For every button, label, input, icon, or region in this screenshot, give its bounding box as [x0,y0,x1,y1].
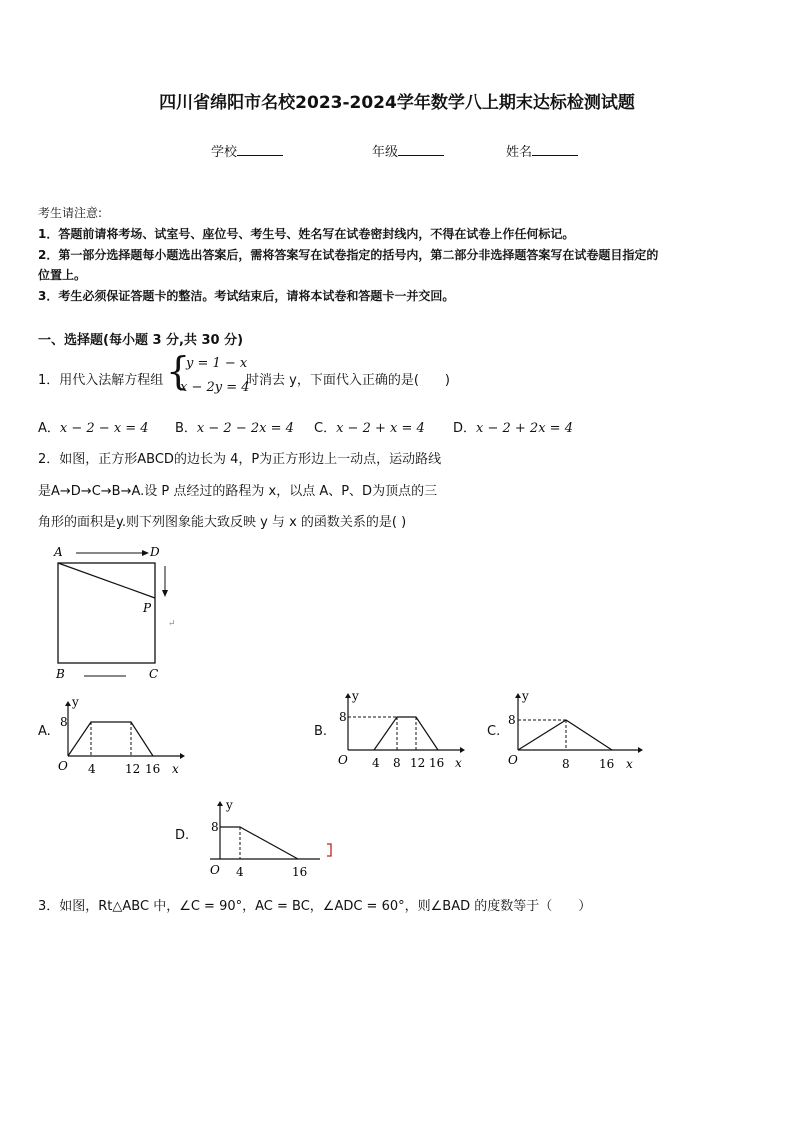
graph-d-curve [220,827,298,859]
q2-option-b-label: B. [314,724,328,739]
label-d: D [150,545,160,559]
graph-d-origin: O [210,863,220,877]
graph-c-y-label: y [522,690,529,703]
school-label: 学校 [211,145,238,160]
notice-item-3: 3．考生必须保证答题卡的整洁。考试结束后，请将本试卷和答题卡一并交回。 [38,289,455,303]
q1-option-a [38,417,149,436]
graph-b-y-tick: 8 [339,710,347,724]
notice-item-2-cont: 位置上。 [38,268,87,282]
arrow-a-to-d-head [142,550,149,556]
graph-d [200,798,340,882]
graph-a-origin: O [58,759,68,773]
graph-a-curve [68,722,153,756]
graph-a-y-label: y [72,696,79,709]
name-label: 姓名 [506,145,533,160]
graph-a-y-tick: 8 [60,715,68,729]
q1-eq1: y = 1 − x [186,356,248,371]
q2-option-c-label: C. [487,724,501,739]
q1-prefix: 1．用代入法解方程组 [38,373,164,388]
arrow-d-to-c-head [162,590,168,597]
q1-option-c-label: C． [314,421,337,436]
graph-c-x-tick-16: 16 [599,757,615,771]
q2-line-2: 是A→D→C→B→A.设 P 点经过的路程为 x，以点 A、P、D为顶点的三 [38,484,438,499]
grade-label: 年级 [372,145,399,160]
graph-c-curve [518,720,612,750]
q1-option-b-label: B． [175,421,197,436]
q3-text: 3．如图，Rt△ABC 中，∠C = 90°，AC = BC，∠ADC = 60°，则∠BAD 的度数等于（ ） [38,899,592,914]
school-blank [237,143,283,156]
graph-b [338,690,468,774]
graph-c-origin: O [508,753,518,767]
notice-heading: 考生请注意: [38,206,103,220]
grade-blank [398,143,444,156]
q2-line-3: 角形的面积是y.则下列图象能大致反映 y 与 x 的函数关系的是( ) [38,515,407,530]
page-title: 四川省绵阳市名校2023-2024学年数学八上期末达标检测试题 [159,93,635,113]
graph-b-x-tick-12: 12 [410,756,426,770]
q1-suffix: 时消去 y，下面代入正确的是( ) [246,373,450,388]
graph-a-x-tick-12: 12 [125,762,141,776]
q2-option-a-label: A. [38,724,51,739]
graph-b-x-tick-8: 8 [393,756,401,770]
q1-option-b [175,417,294,436]
graph-d-y-tick: 8 [211,820,219,834]
graph-d-y-label: y [226,798,233,812]
graph-d-x-tick-4: 4 [236,865,244,879]
graph-c-y-tick: 8 [508,713,516,727]
label-b: B [56,667,65,681]
q1-eq2: x − 2y = 4 [180,380,250,395]
square-figure [48,542,188,684]
graph-b-x-arrow [460,747,465,753]
graph-b-y-arrow [345,693,351,698]
q1-option-d-label: D． [453,421,477,436]
brace-symbol: { [166,349,191,393]
notice-item-2: 2．第一部分选择题每小题选出答案后，需将答案写在试卷指定的括号内，第二部分非选择题答案写在试卷题目指定的 [38,248,659,262]
q2-option-d-label: D. [175,828,190,843]
graph-d-y-arrow [217,801,223,806]
return-mark-icon: ↵ [168,619,176,629]
notice-item-1: 1．答题前请将考场、试室号、座位号、考生号、姓名写在试卷密封线内，不得在试卷上作任何标记。 [38,227,575,241]
q2-line-1: 2．如图，正方形ABCD的边长为 4，P为正方形边上一动点，运动路线 [38,452,442,467]
graph-a-x-tick-16: 16 [145,762,161,776]
section-heading: 一、选择题(每小题 3 分,共 30 分) [38,333,244,348]
graph-a-x-label: x [172,762,179,776]
square-outline [58,563,155,663]
q1-option-b-text: x − 2 − 2x = 4 [196,421,294,436]
graph-c-y-arrow [515,693,521,698]
q1-option-a-label: A． [38,421,60,436]
q1-option-a-text: x − 2 − x = 4 [59,421,149,436]
graph-d-x-tick-16: 16 [292,865,308,879]
q1-option-d-text: x − 2 + 2x = 4 [476,421,573,436]
segment-ap [58,563,155,598]
graph-b-y-label: y [352,690,359,703]
graph-c-x-tick-8: 8 [562,757,570,771]
graph-c-x-arrow [638,747,643,753]
graph-b-x-label: x [455,756,462,770]
school-field [211,141,283,160]
graph-b-x-tick-16: 16 [429,756,445,770]
graph-a-y-arrow [65,701,71,706]
graph-b-origin: O [338,753,348,767]
name-blank [532,143,578,156]
q1-option-c-text: x − 2 + x = 4 [336,421,425,436]
red-bracket-mark [327,844,331,856]
label-a: A [54,545,63,559]
label-p: P [143,601,152,615]
graph-b-x-tick-4: 4 [372,756,380,770]
name-field [506,141,578,160]
graph-a-x-arrow [180,753,185,759]
graph-b-curve [374,717,438,750]
graph-c [508,690,646,774]
label-c: C [149,667,159,681]
grade-field [372,141,444,160]
graph-a [58,696,188,780]
graph-c-x-label: x [626,757,633,771]
q1-option-c [314,417,425,436]
graph-a-x-tick-4: 4 [88,762,96,776]
q1-option-d [453,417,573,436]
